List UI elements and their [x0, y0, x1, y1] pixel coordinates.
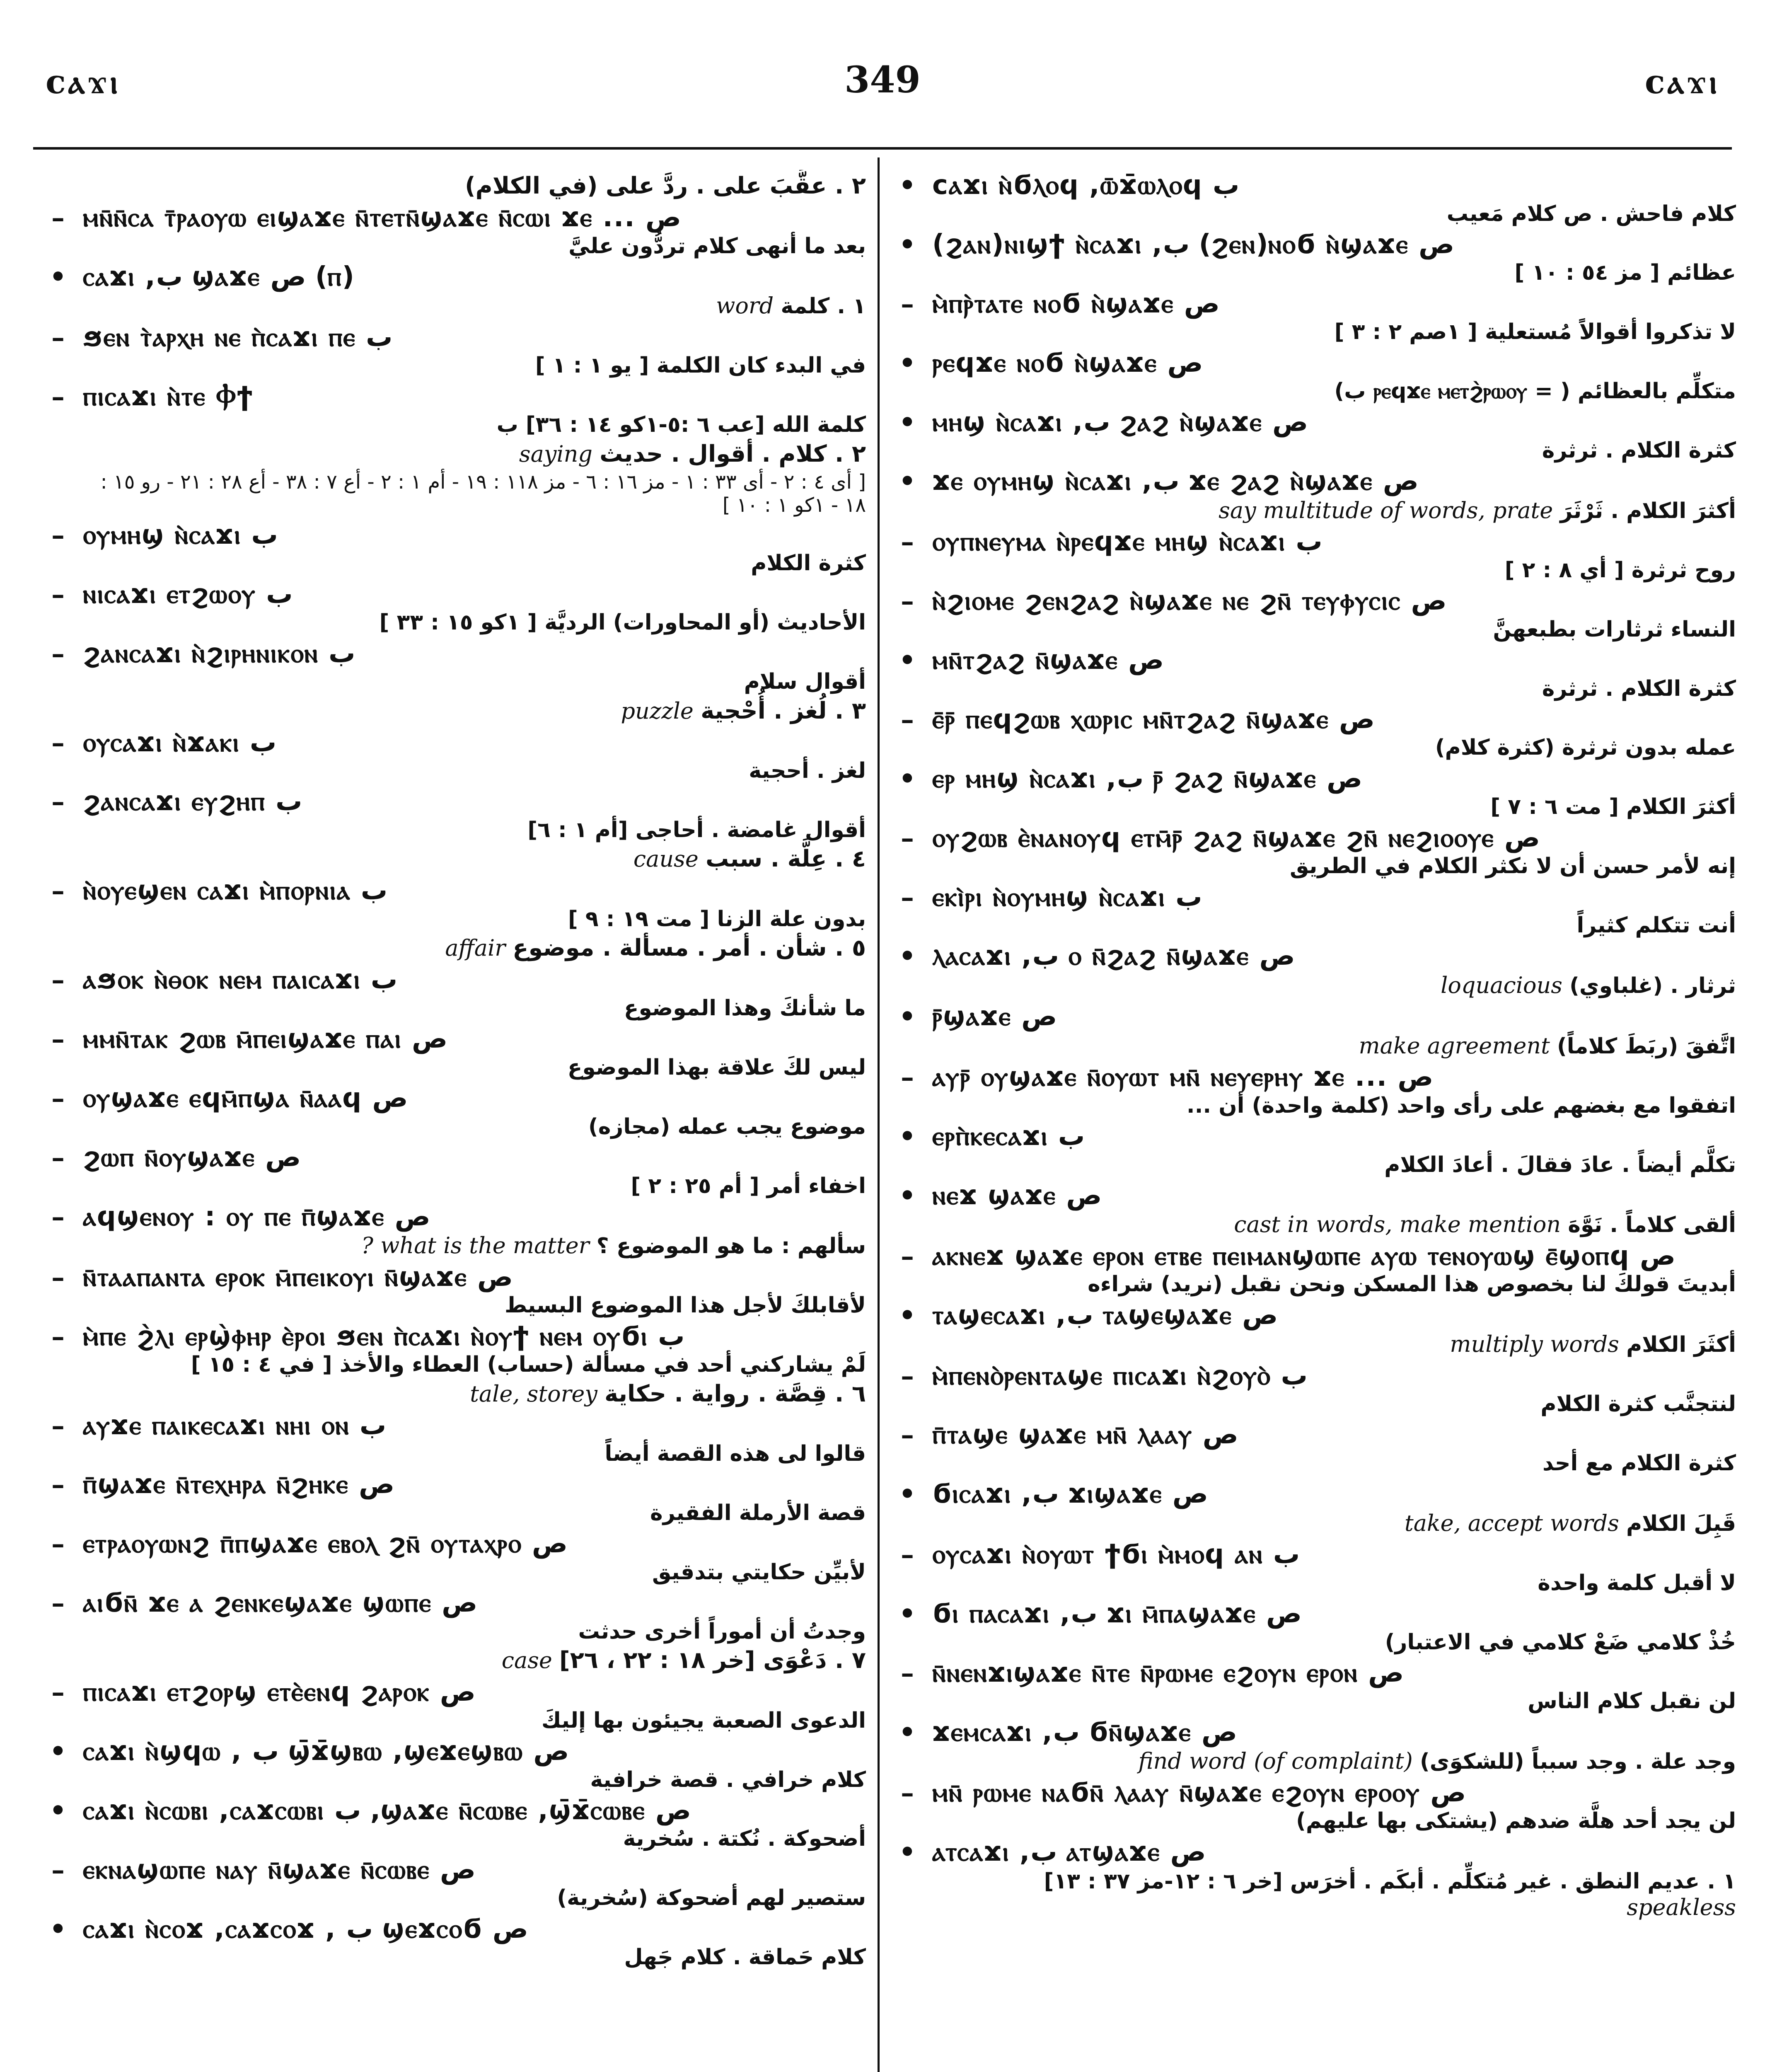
dictionary-entry [887, 1001, 1736, 1059]
arabic-gloss: لا أقبل كلمة واحدة [1538, 1570, 1736, 1595]
sense-heading: ٣ . لُغز . أُحْجية puzzle [621, 697, 866, 724]
dictionary-entry [887, 704, 1736, 761]
arabic-gloss: لن يجد أحد هلَّة ضدهم (يشتكى بها عليهم) [1296, 1808, 1736, 1834]
arabic-gloss: إنه لأمر حسن أن لا نكثر الكلام في الطريق [1289, 854, 1736, 879]
example-dash: – [51, 1588, 65, 1619]
dictionary-entry [37, 579, 866, 636]
coptic-text: ϫⲉ ⲟⲩⲙⲏϣ ⲛ̀ⲥⲁϫⲓ ,ب ϫⲉ ϩⲁϩ ⲛ̀ϣⲁϫⲉ ص [932, 466, 1419, 497]
arabic-gloss: وجد علة . وجد سبباً (للشكوَى) find word (of complaint) [1138, 1748, 1736, 1774]
example-dash: – [901, 1777, 914, 1808]
headword-bullet: • [899, 1121, 916, 1152]
coptic-text: ϩⲁⲛⲥⲁϫⲓ ⲛ̀ϩⲓⲣⲏⲛⲓⲕⲟⲛ ب [83, 638, 355, 669]
arabic-gloss: الدعوى الصعبة يجيئون بها إليكَ [541, 1708, 866, 1733]
coptic-text: ϩⲁⲛⲥⲁϫⲓ ⲉⲩϩⲏⲡ ب [83, 786, 302, 817]
sense-heading: ٦ . قِصَّة . رواية . حكاية tale, storey [470, 1380, 866, 1407]
dictionary-entry [37, 1914, 866, 1970]
arabic-gloss: ١ . عديم النطق . غير مُتكلِّم . أبكَم . أخرَس [خر ٦ : ١٢-مز ٣٧ : ١٣] speakless [1044, 1869, 1736, 1921]
dictionary-entry [37, 202, 866, 259]
arabic-gloss: لَمْ يشاركني أحد في مسألة (حساب) العطاء والأخذ [ في ٤ : ١٥ ] [191, 1352, 866, 1377]
example-dash: – [51, 786, 65, 818]
header-rule [33, 147, 1732, 150]
arabic-gloss: أقوال سلام [744, 669, 866, 695]
dictionary-entry [887, 1062, 1736, 1118]
dictionary-entry [37, 875, 866, 932]
dictionary-entry [37, 1736, 866, 1793]
headword-bullet: • [899, 347, 916, 379]
example-dash: – [901, 1062, 914, 1093]
dictionary-entry [37, 261, 866, 320]
english-gloss: loquacious [1441, 972, 1570, 998]
coptic-text: ⲟⲩⲙⲏϣ ⲛ̀ⲥⲁϫⲓ ب [83, 519, 278, 550]
dictionary-entry [887, 645, 1736, 702]
arabic-gloss: قالوا لى هذه القصة أيضاً [604, 1441, 866, 1467]
coptic-text: ⲛ̄ⲛⲉⲛϫⲓϣⲁϫⲉ ⲛ̄ⲧⲉ ⲛ̄ⲣⲱⲙⲉ ⲉϩⲟⲩⲛ ⲉⲣⲟⲛ ص [932, 1657, 1404, 1688]
arabic-gloss: كثرة الكلام [751, 551, 866, 576]
dictionary-entry [37, 786, 866, 843]
dictionary-entry [887, 1241, 1736, 1297]
coptic-text: ⲙ̀ⲡⲉⲛⲟ̀ⲣⲉⲛⲧⲁϣⲉ ⲡⲓⲥⲁϫⲓ ⲛ̀ϩⲟⲩⲟ̀ ب [932, 1360, 1308, 1391]
dictionary-entry [37, 964, 866, 1021]
dictionary-entry [37, 1380, 866, 1408]
arabic-gloss: لغز . أحجية [749, 758, 866, 784]
coptic-text: ϧⲉⲛ ⲧ̀ⲁⲣⲭⲏ ⲛⲉ ⲡ̀ⲥⲁϫⲓ ⲡⲉ ب [83, 322, 393, 353]
coptic-text: ⲁⲧⲥⲁϫⲓ ,ب ⲁⲧϣⲁϫⲉ ص [932, 1836, 1206, 1867]
dictionary-entry [887, 1360, 1736, 1417]
coptic-text: ⲟⲩϣⲁϫⲉ ⲉϥⲙ̄ⲡϣⲁ ⲛ̄ⲁⲁϥ ص [83, 1083, 408, 1114]
headword-bullet: • [899, 466, 916, 497]
dictionary-entry [37, 381, 866, 438]
headword-bullet: • [899, 1479, 916, 1510]
example-dash: – [51, 1677, 65, 1708]
coptic-text: ⲙ̀ⲡⲣ̀ⲧⲁⲧⲉ ⲛⲟϭ ⲛ̀ϣⲁϫⲉ ص [932, 288, 1220, 319]
dictionary-entry [887, 170, 1736, 227]
english-gloss: puzzle [621, 697, 701, 724]
right-column [887, 170, 1736, 2072]
headword-bullet: • [899, 1001, 916, 1033]
dictionary-entry [37, 934, 866, 962]
headword-bullet: • [899, 645, 916, 676]
arabic-gloss: ليس لكَ علاقة بهذا الموضوع [567, 1055, 866, 1080]
example-dash: – [51, 1528, 65, 1560]
arabic-gloss: النساء ثرثارات بطبعهنَّ [1493, 617, 1736, 642]
arabic-gloss: عمله بدون ثرثرة (كثرة كلام) [1435, 735, 1736, 760]
coptic-text: ⲙ̀ⲡⲉ ϩ̀ⲗⲓ ⲉⲣϣ̀ⲫⲏⲣ ⲉ̀ⲣⲟⲓ ϧⲉⲛ ⲡ̀ⲥⲁϫⲓ ⲛ̀ⲟⲩϯ ⲛⲉⲙ ⲟⲩϭⲓ ب [83, 1321, 685, 1352]
coptic-text: ⲟⲩⲡⲛⲉⲩⲙⲁ ⲛ̀ⲣⲉϥϫⲉ ⲙⲏϣ ⲛ̀ⲥⲁϫⲓ ب [932, 526, 1323, 557]
example-dash: – [51, 579, 65, 610]
arabic-gloss: ستصير لهم أضحوكة (سُخرية) [557, 1886, 866, 1911]
arabic-gloss: لن نقبل كلام الناس [1528, 1689, 1736, 1714]
example-dash: – [51, 1261, 65, 1293]
sense-heading: ٢ . كلام . أقوال . حديث saying [519, 440, 866, 467]
example-dash: – [51, 1410, 65, 1441]
coptic-text: ⲣ̄ϣⲁϫⲉ ص [932, 1001, 1057, 1032]
dictionary-entry [887, 229, 1736, 286]
dictionary-entry [887, 1539, 1736, 1596]
dictionary-entry [887, 586, 1736, 642]
english-gloss: tale, storey [470, 1380, 605, 1407]
arabic-gloss: روح ثرثرة [ أي ٨ : ٢ ] [1504, 557, 1736, 583]
dictionary-entry [37, 1528, 866, 1585]
example-dash: – [51, 519, 65, 551]
coptic-text: ⲛⲉϫ ϣⲁϫⲉ ص [932, 1180, 1102, 1211]
dictionary-entry [887, 526, 1736, 583]
example-dash: – [51, 1083, 65, 1114]
headword-bullet: • [899, 941, 916, 972]
sense-heading: ٤ . عِلَّة . سبب cause [633, 845, 866, 873]
dictionary-entry [37, 638, 866, 695]
coptic-text: ⲙⲛ̄ⲛ̄ⲥⲁ ⲧ̄ⲣⲁⲟⲩⲱ ⲉⲓϣⲁϫⲉ ⲛ̄ⲧⲉⲧⲛ̄ϣⲁϫⲉ ⲛ̄ⲥⲱⲓ ϫⲉ ... ص [83, 202, 681, 233]
dictionary-entry [37, 1142, 866, 1199]
coptic-text: ⲥⲁϫⲓ ⲛ̀ϣϥⲱ , ب ϣ̄ϫ̄ϣⲃⲱ ,ϣⲉϫⲉϣⲃⲱ ص [83, 1736, 569, 1767]
english-gloss: what is the matter ? [361, 1232, 597, 1259]
example-dash: – [901, 586, 914, 617]
example-dash: – [51, 1469, 65, 1501]
english-gloss: cast in words, make mention [1234, 1211, 1568, 1238]
coptic-text: ⲙⲏϣ ⲛ̀ⲥⲁϫⲓ ,ب ϩⲁϩ ⲛ̀ϣⲁϫⲉ ص [932, 407, 1308, 438]
arabic-gloss: موضوع يجب عمله (مجازه) [588, 1114, 866, 1139]
dictionary-entry [887, 882, 1736, 939]
arabic-gloss: خُذْ كلامي ضَعْ كلامي في الاعتبار) [1385, 1629, 1736, 1655]
dictionary-entry [37, 1024, 866, 1080]
arabic-gloss: كثرة الكلام . ثرثرة [1542, 438, 1736, 463]
dictionary-entry [887, 1658, 1736, 1714]
example-dash: – [51, 1201, 65, 1232]
arabic-gloss: اتفقوا مع بغضهم على رأى واحد (كلمة واحدة) أن ... [1186, 1093, 1736, 1118]
headword-bullet: • [49, 1795, 67, 1826]
dictionary-entry [887, 288, 1736, 345]
dictionary-entry [37, 727, 866, 784]
sense-heading: ٧ . دَعْوَى [خر ١٨ : ٢٢ ، ٢٦] case [501, 1647, 866, 1674]
arabic-gloss: قَبِلَ الكلام take, accept words [1405, 1510, 1736, 1536]
arabic-gloss: أكثرَ الكلام . ثَرْثَرَ say multitude of words, prate [1219, 497, 1736, 523]
dictionary-entry [887, 823, 1736, 879]
coptic-text: ⲉ̄ⲣ̄ ⲡⲉϥϩⲱⲃ ⲭⲱⲣⲓⲥ ⲙⲛ̄ⲧϩⲁϩ ⲛ̄ϣⲁϫⲉ ص [932, 704, 1375, 735]
dictionary-entry [37, 1201, 866, 1259]
dictionary-entry [37, 845, 866, 873]
dictionary-entry [37, 1647, 866, 1674]
dictionary-entry [37, 1321, 866, 1378]
running-head-left: ϲⲁϫⲓ [46, 62, 121, 101]
example-dash: – [51, 964, 65, 996]
coptic-text: ⲛ̄ⲧⲁⲁⲡⲁⲛⲧⲁ ⲉⲣⲟⲕ ⲙ̄ⲡⲉⲓⲕⲟⲩⲓ ⲛ̄ϣⲁϫⲉ ص [83, 1261, 513, 1293]
dictionary-entry [887, 348, 1736, 404]
arabic-gloss: أضحوكة . نُكتة . سُخرية [623, 1826, 866, 1852]
arabic-gloss: قصة الأرملة الفقيرة [650, 1500, 866, 1525]
coptic-text: ⲧⲁϣⲉⲥⲁϫⲓ ,ب ⲧⲁϣⲉϣⲁϫⲉ ص [932, 1300, 1278, 1331]
arabic-gloss: كلمة الله [عب ٦ :٥-١كو ١٤ : ٣٦] ب [496, 412, 866, 438]
coptic-text: ⲉⲕⲛⲁϣⲱⲡⲉ ⲛⲁⲩ ⲛ̄ϣⲁϫⲉ ⲛ̄ⲥⲱⲃⲉ ص [83, 1854, 476, 1885]
example-dash: – [901, 1539, 914, 1571]
english-gloss: word [716, 293, 781, 319]
example-dash: – [51, 1024, 65, 1055]
english-gloss: multiply words [1450, 1331, 1627, 1358]
arabic-gloss: لأقابلكَ لأجل هذا الموضوع البسيط [505, 1293, 866, 1318]
arabic-gloss: اتَّفقَ (ربَطَ كلاماً) make agreement [1359, 1032, 1736, 1059]
column-divider [878, 157, 880, 2072]
coptic-text: ϲⲁϫⲓ ⲛ̀ϭⲗⲟϥ ,ⲱ̄ϫ̄ⲱⲗⲟϥ ب [932, 170, 1240, 201]
arabic-gloss: كثرة الكلام مع أحد [1542, 1450, 1736, 1476]
dictionary-entry [37, 1795, 866, 1852]
english-gloss: take, accept words [1405, 1510, 1627, 1536]
coptic-text: ⲉⲕⲓ̀ⲣⲓ ⲛ̀ⲟⲩⲙⲏϣ ⲛ̀ⲥⲁϫⲓ ب [932, 881, 1202, 913]
headword-bullet: • [899, 229, 916, 260]
headword-bullet: • [899, 1598, 916, 1629]
headword-bullet: • [899, 407, 916, 438]
coptic-text: ⲡⲓⲥⲁϫⲓ ⲉⲧϩⲟⲣϣ ⲉⲧⲉ̀ⲉⲛϥ ϩⲁⲣⲟⲕ ص [83, 1677, 476, 1708]
coptic-text: ⲉⲣⲡ̀ⲕⲉⲥⲁϫⲓ ب [932, 1121, 1085, 1152]
arabic-gloss: أقوال غامضة . أحاجى [أم ١ : ٦] [527, 818, 866, 842]
coptic-text: ⲛ̀ⲟⲩⲉϣⲉⲛ ⲥⲁϫⲓ ⲙ̀ⲡⲟⲣⲛⲓⲁ ب [83, 875, 388, 906]
english-gloss: say multitude of words, prate [1219, 497, 1560, 523]
dictionary-entry [37, 441, 866, 468]
arabic-gloss: اخفاء أمر [ أم ٢٥ : ٢ ] [631, 1173, 866, 1198]
arabic-gloss: أنت تتكلم كثيراً [1576, 913, 1736, 938]
coptic-text: ϭⲓⲥⲁϫⲓ ,ب ϫⲓϣⲁϫⲉ ص [932, 1479, 1208, 1510]
scripture-references: [ أى ٤ : ٢ - أى ٣٣ : ١ - مز ١٦ : ٦ - مز ١١٨ : ١٩ - أم ١ : ٢ - أع ٧ : ٣٨ - أع ٢٨ : ٢١ - رو ١٥ : ١٨ - ١كو ١ : ١٠ ] [100, 470, 866, 517]
coptic-text: ⲁⲓϭⲛ̄ ϫⲉ ⲁ ϩⲉⲛⲕⲉϣⲁϫⲉ ϣⲱⲡⲉ ص [83, 1588, 478, 1619]
coptic-text: ⲛ̀ϩⲓⲟⲙⲉ ϩⲉⲛϩⲁϩ ⲛ̀ϣⲁϫⲉ ⲛⲉ ϩⲛ̄ ⲧⲉⲩⲫⲩⲥⲓⲥ ص [932, 586, 1447, 617]
headword-bullet: • [899, 1180, 916, 1211]
dictionary-entry [37, 1262, 866, 1319]
dictionary-entry [37, 697, 866, 725]
coptic-text: ⲁⲕⲛⲉϫ ϣⲁϫⲉ ⲉⲣⲟⲛ ⲉⲧⲃⲉ ⲡⲉⲓⲙⲁⲛϣⲱⲡⲉ ⲁⲩⲱ ⲧⲉⲛⲟⲩⲱϣ ⲉ̄ϣⲟⲡϥ ص [932, 1240, 1676, 1271]
headword-bullet: • [899, 763, 916, 794]
arabic-gloss: أكثَرَ الكلام multiply words [1450, 1331, 1736, 1358]
arabic-gloss: ثرثار . (غلباوي) loquacious [1441, 972, 1736, 998]
coptic-text: ⲉⲣ ⲙⲏϣ ⲛ̀ⲥⲁϫⲓ ,ب ⲣ̄ ϩⲁϩ ⲛ̄ϣⲁϫⲉ ص [932, 763, 1363, 794]
example-dash: – [901, 1360, 914, 1392]
arabic-gloss: لا تذكروا أقوالاً مُستعلية [ ١صم ٢ : ٣ ] [1334, 320, 1736, 345]
example-dash: – [901, 1240, 914, 1272]
dictionary-entry [887, 1300, 1736, 1358]
left-column [37, 170, 866, 2072]
coptic-text: ⲙⲛ̄ ⲣⲱⲙⲉ ⲛⲁϭⲛ̄ ⲗⲁⲁⲩ ⲛ̄ϣⲁϫⲉ ⲉϩⲟⲩⲛ ⲉⲣⲟⲟⲩ ص [932, 1777, 1466, 1808]
arabic-gloss: وجدتُ أن أموراً أخرى حدثت [578, 1619, 866, 1644]
arabic-gloss: الأحاديث (أو المحاورات) الرديَّة [ ١كو ١٥ : ٣٣ ] [379, 610, 866, 635]
english-gloss: find word (of complaint) [1138, 1748, 1420, 1774]
coptic-text: ⲡⲓⲥⲁϫⲓ ⲛ̀ⲧⲉ Ⲫϯ [83, 381, 254, 412]
dictionary-entry [37, 322, 866, 379]
coptic-text: ⲥⲁϫⲓ ⲛ̀ⲥⲟϫ ,ⲥⲁϫⲥⲟϫ , ب ϣⲉϫⲥⲟϭ ص [83, 1913, 528, 1944]
dictionary-entry [37, 172, 866, 200]
example-dash: – [51, 202, 65, 234]
arabic-gloss: متكلِّم بالعظائم ( = ⲣⲉϥϫⲉ ⲙⲉⲧϩ̀ⲣⲱⲟⲩ ب) [1334, 379, 1736, 404]
coptic-text: ⲁϧⲟⲕ ⲛ̀ⲑⲟⲕ ⲛⲉⲙ ⲡⲁⲓⲥⲁϫⲓ ب [83, 964, 398, 995]
headword-bullet: • [899, 1300, 916, 1331]
coptic-text: ⲁϥϣⲉⲛⲟⲩ : ⲟⲩ ⲡⲉ ⲡ̄ϣⲁϫⲉ ص [83, 1201, 430, 1232]
arabic-gloss: لأبيِّن حكايتي بتدقيق [652, 1559, 866, 1585]
dictionary-entry [37, 1677, 866, 1733]
arabic-gloss: ما شأنكَ وهذا الموضوع [624, 995, 866, 1021]
dictionary-entry [37, 1083, 866, 1140]
coptic-text: ⲟⲩϩⲱⲃ ⲉ̀ⲛⲁⲛⲟⲩϥ ⲉⲧⲙ̄ⲣ̄ ϩⲁϩ ⲛ̄ϣⲁϫⲉ ϩⲛ̄ ⲛⲉϩⲓⲟⲟⲩⲉ ص [932, 822, 1540, 853]
coptic-text: ⲉⲧⲣⲁⲟⲩⲱⲛϩ ⲡ̄ⲡϣⲁϫⲉ ⲉⲃⲟⲗ ϩⲛ̄ ⲟⲩⲧⲁⲭⲣⲟ ص [83, 1528, 568, 1559]
arabic-gloss: لنتجنَّب كثرة الكلام [1540, 1392, 1736, 1417]
headword-bullet: • [899, 170, 916, 201]
english-gloss: case [501, 1647, 559, 1674]
dictionary-entry [887, 1180, 1736, 1238]
arabic-gloss: أكثرَ الكلام [ مت ٦ : ٧ ] [1490, 794, 1736, 820]
dictionary-entry [887, 407, 1736, 464]
coptic-text: ⲛⲓⲥⲁϫⲓ ⲉⲧϩⲱⲟⲩ ب [83, 579, 293, 610]
coptic-text: (ϩⲁⲛ)ⲛⲓϣϯ ⲛ̀ⲥⲁϫⲓ ,ب (ϩⲉⲛ)ⲛⲟϭ ⲛ̀ϣⲁϫⲉ ص [932, 229, 1455, 260]
example-dash: – [51, 638, 65, 669]
dictionary-entry [887, 763, 1736, 820]
coptic-text: ⲁⲩⲣ̄ ⲟⲩϣⲁϫⲉ ⲛ̄ⲟⲩⲱⲧ ⲙⲛ̄ ⲛⲉⲩⲉⲣⲏⲩ ϫⲉ ... ص [932, 1062, 1434, 1093]
headword-bullet: • [49, 261, 67, 293]
english-gloss: make agreement [1359, 1032, 1557, 1059]
coptic-text: ⲡ̄ϣⲁϫⲉ ⲛ̄ⲧⲉⲭⲏⲣⲁ ⲛ̄ϩⲏⲕⲉ ص [83, 1469, 395, 1500]
arabic-gloss: كثرة الكلام . ثرثرة [1542, 676, 1736, 701]
dictionary-entry [887, 1419, 1736, 1476]
coptic-text: ⲥⲁϫⲓ ⲛ̀ⲥⲱⲃⲓ ,ⲥⲁϫⲥⲱⲃⲓ ب ,ϣⲁϫⲉ ⲛ̄ⲥⲱⲃⲉ ,ϣ̄ϫ̄ⲥⲱⲃⲉ ص [83, 1795, 691, 1826]
example-dash: – [51, 1142, 65, 1174]
example-dash: – [51, 1321, 65, 1352]
example-dash: – [51, 381, 65, 412]
running-head-right: ϲⲁϫⲓ [1644, 62, 1719, 101]
headword-bullet: • [49, 1736, 67, 1767]
headword-bullet: • [899, 1836, 916, 1868]
headword-bullet: • [49, 1913, 67, 1945]
example-dash: – [901, 288, 914, 320]
coptic-text: ⲣⲉϥϫⲉ ⲛⲟϭ ⲛ̀ϣⲁϫⲉ ص [932, 347, 1203, 378]
coptic-text: ⲙⲛ̄ⲧϩⲁϩ ⲛ̄ϣⲁϫⲉ ص [932, 645, 1164, 675]
example-dash: – [901, 526, 914, 558]
english-gloss: speakless [1627, 1894, 1736, 1921]
arabic-gloss: كلام حَماقة . كلام جَهل [624, 1945, 866, 1970]
dictionary-entry [37, 1410, 866, 1467]
coptic-text: ⲥⲁϫⲓ ,ب ϣⲁϫⲉ ص (ⲡ) [83, 261, 354, 292]
coptic-text: ⲁⲩϫⲉ ⲡⲁⲓⲕⲉⲥⲁϫⲓ ⲛⲏⲓ ⲟⲛ ب [83, 1410, 387, 1441]
coptic-text: ϭⲓ ⲡⲁⲥⲁϫⲓ ,ب ϫⲓ ⲙ̄ⲡⲁϣⲁϫⲉ ص [932, 1598, 1302, 1629]
arabic-gloss: بعد ما أنهى كلام تردُّون عليَّ [568, 233, 866, 259]
coptic-text: ⲡ̄ⲧⲁϣⲉ ϣⲁϫⲉ ⲙⲛ̄ ⲗⲁⲁⲩ ص [932, 1419, 1238, 1450]
arabic-gloss: أبديتَ قولكَ لنا بخصوص هذا المسكن ونحن نقبل (نريد) شراءه [1088, 1272, 1736, 1297]
dictionary-entry [887, 1837, 1736, 1921]
arabic-gloss: في البدء كان الكلمة [ يو ١ : ١ ] [535, 353, 866, 378]
dictionary-entry [37, 520, 866, 576]
dictionary-entry [887, 1598, 1736, 1655]
dictionary-entry [887, 1121, 1736, 1178]
coptic-text: ⲗⲁⲥⲁϫⲓ ,ب ⲟ ⲛ̄ϩⲁϩ ⲛ̄ϣⲁϫⲉ ص [932, 941, 1295, 972]
example-dash: – [51, 875, 65, 907]
english-gloss: cause [633, 846, 706, 872]
coptic-text: ϩⲱⲡ ⲛ̄ⲟⲩϣⲁϫⲉ ص [83, 1142, 301, 1173]
coptic-text: ϫⲉⲙⲥⲁϫⲓ ,ب ϭⲛ̄ϣⲁϫⲉ ص [932, 1716, 1237, 1748]
dictionary-entry [887, 1479, 1736, 1537]
arabic-gloss: كلام خرافي . قصة خرافية [590, 1767, 866, 1792]
example-dash: – [51, 322, 65, 353]
dictionary-entry [37, 470, 866, 517]
example-dash: – [901, 1657, 914, 1689]
dictionary-entry [887, 466, 1736, 524]
dictionary-entry [37, 1469, 866, 1526]
dictionary-entry [887, 1777, 1736, 1834]
coptic-text: ⲟⲩⲥⲁϫⲓ ⲛ̀ⲟⲩⲱⲧ ϯϭⲓ ⲙ̀ⲙⲟϥ ⲁⲛ ب [932, 1539, 1300, 1570]
arabic-gloss: بدون علة الزنا [ مت ١٩ : ٩ ] [568, 906, 866, 932]
example-dash: – [51, 1854, 65, 1886]
english-gloss: affair [445, 935, 513, 961]
dictionary-entry [887, 941, 1736, 999]
arabic-gloss: عظائم [ مز ٥٤ : ١٠ ] [1514, 260, 1736, 286]
example-dash: – [901, 881, 914, 913]
arabic-gloss: تكلَّم أيضاً . عادَ فقالَ . أعادَ الكلام [1384, 1152, 1736, 1177]
sense-heading: ٢ . عقَّبَ على . ردَّ على (في الكلام) [465, 172, 866, 199]
coptic-text: ⲟⲩⲥⲁϫⲓ ⲛ̀ϫⲁⲕⲓ ب [83, 727, 277, 758]
dictionary-entry [887, 1717, 1736, 1775]
english-gloss: saying [519, 441, 600, 467]
example-dash: – [51, 727, 65, 758]
page-number: 349 [844, 58, 921, 101]
arabic-gloss: كلام فاحش . ص كلام مَعيب [1446, 201, 1736, 226]
dictionary-entry [37, 1854, 866, 1911]
example-dash: – [901, 822, 914, 854]
sense-heading: ٥ . شأن . أمر . مسألة . موضوع affair [445, 934, 866, 962]
arabic-gloss: سألهم : ما هو الموضوع ؟ what is the matter ? [361, 1232, 866, 1259]
coptic-text: ⲙⲙⲛ̄ⲧⲁⲕ ϩⲱⲃ ⲙ̄ⲡⲉⲓϣⲁϫⲉ ⲡⲁⲓ ص [83, 1024, 448, 1055]
arabic-gloss: ألقى كلاماً . نَوَّهَ cast in words, make mention [1234, 1211, 1736, 1238]
dictionary-entry [37, 1588, 866, 1644]
example-dash: – [901, 1419, 914, 1451]
example-dash: – [901, 704, 914, 735]
arabic-gloss: ١ . كلمة word [716, 293, 866, 319]
headword-bullet: • [899, 1716, 916, 1748]
